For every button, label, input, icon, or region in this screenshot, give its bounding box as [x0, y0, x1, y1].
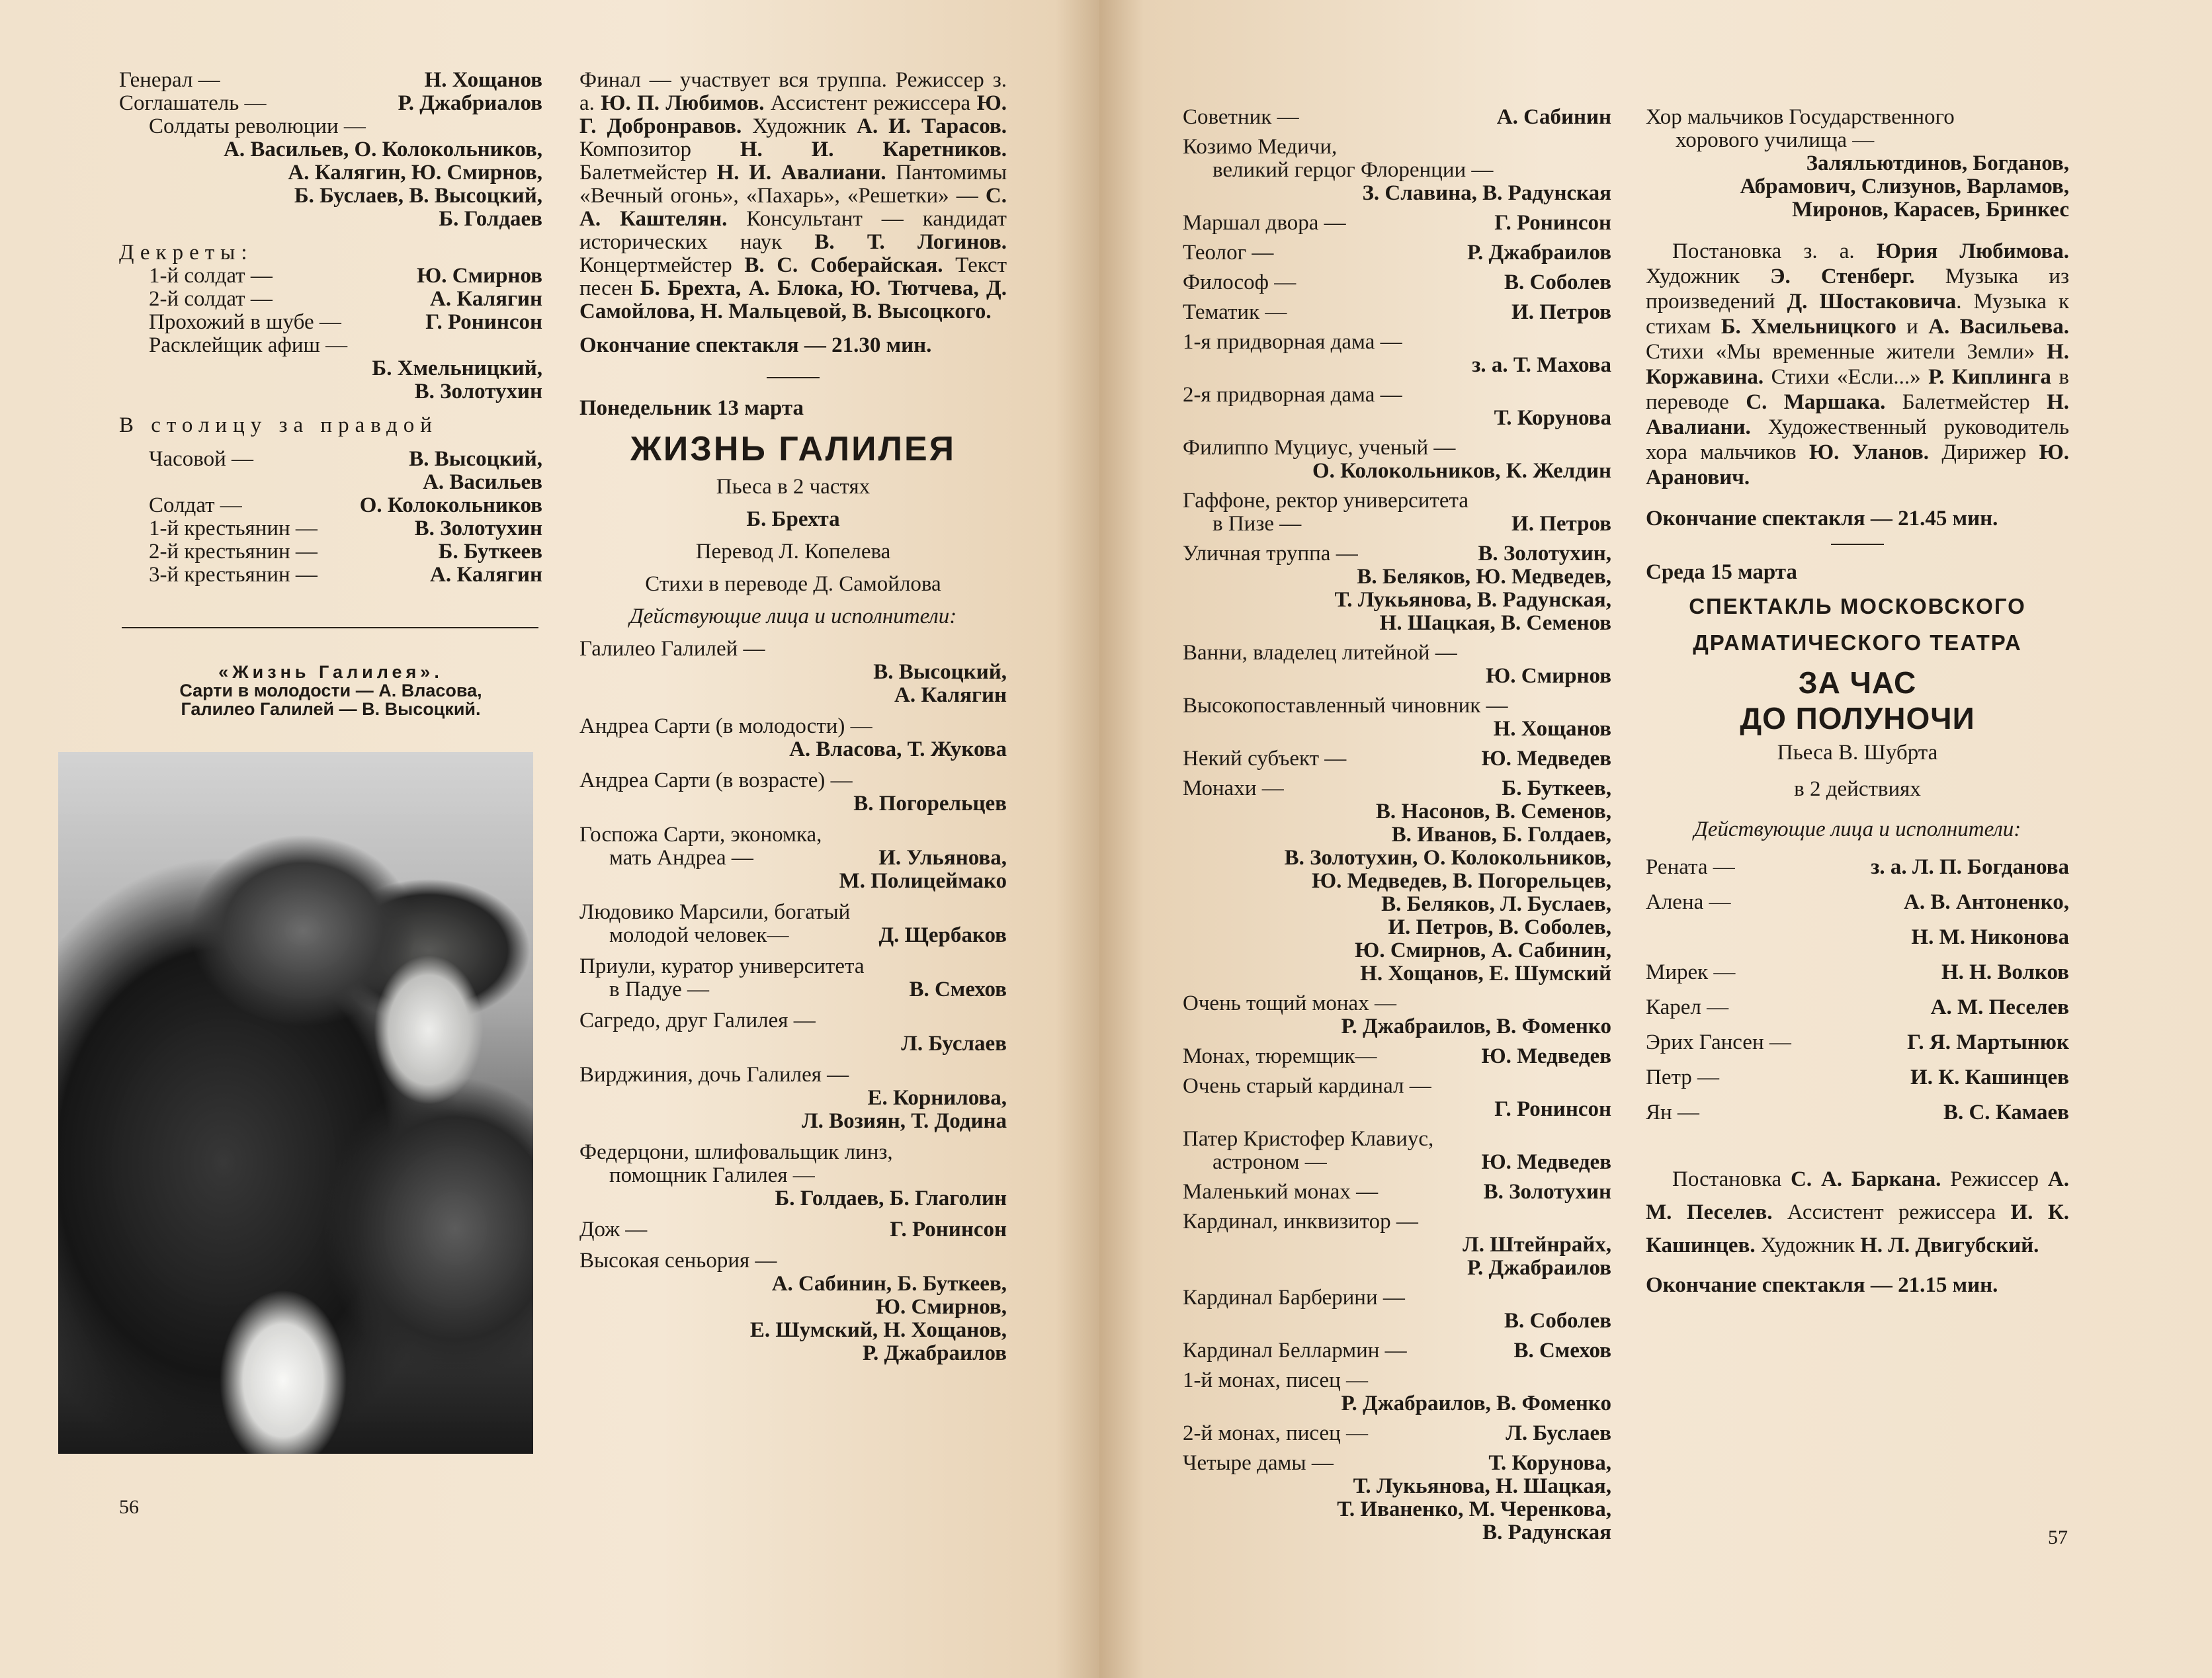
cast-entry — [579, 1064, 1007, 1133]
actor-line: Б. Голдаев — [439, 207, 542, 231]
role-label: Людовико Марсили, богатый — [579, 900, 851, 924]
cast-entry — [1183, 384, 1611, 430]
cast-entry — [1183, 106, 1611, 129]
right-column-1 — [1183, 106, 1611, 1551]
role-label: Галилео Галилей — — [579, 637, 765, 661]
chasovoy-row: Часовой — В. Высоцкий, — [149, 447, 542, 471]
cast-entry — [1183, 542, 1611, 635]
cast-entry — [579, 901, 1007, 947]
cast-entry — [579, 1009, 1007, 1056]
actor-line: Т. Лукьянова, В. Радунская, — [1334, 588, 1611, 612]
actor-name: В. Золотухин — [1483, 1180, 1611, 1204]
role-label: Очень тощий монах — — [1183, 991, 1396, 1015]
cast-heading-right: Действующие лица и исполнители: — [1693, 818, 2021, 841]
choir-role: Хор мальчиков Государственного — [1646, 105, 1955, 129]
cast-entry — [1183, 694, 1611, 741]
theatre-line-1: СПЕКТАКЛЬ МОСКОВСКОГО — [1689, 594, 2026, 618]
cast-row — [579, 978, 1007, 1001]
cast-row — [1646, 996, 2069, 1019]
ending-time-right: Окончание спектакля — 21.45 мин. — [1646, 507, 1998, 530]
play-title-line-1: ЗА ЧАС — [1798, 665, 1917, 700]
rasklejshik-role: Расклейщик афиш — — [149, 333, 348, 357]
cast-entry — [579, 1141, 1007, 1210]
cast-row — [1183, 1339, 1611, 1363]
play-title-galileo: ЖИЗНЬ ГАЛИЛЕЯ — [630, 430, 957, 468]
date-monday: Понедельник 13 марта — [579, 396, 804, 420]
actor-name: О. Колокольников — [359, 493, 542, 517]
actor-line: Ю. Смирнов — [1486, 664, 1611, 688]
cast-entry — [579, 715, 1007, 761]
actor-name: И. К. Кашинцев — [1910, 1066, 2069, 1089]
actor-name: В. Соболев — [1504, 271, 1611, 294]
actor-line: А. Васильев, О. Колокольников, — [224, 138, 542, 161]
actor-line: В. Золотухин — [414, 380, 542, 403]
role-label: Петр — — [1646, 1066, 1720, 1089]
cast-entry — [1183, 1045, 1611, 1068]
actor-name: Р. Джабриалов — [398, 91, 542, 115]
actor-line: Ю. Медведев, В. Погорельцев, — [1311, 869, 1611, 893]
role-label: Вирджиния, дочь Галилея — — [579, 1063, 849, 1087]
stolica-heading: В столицу за правдой — [119, 413, 438, 437]
actor-line: Н. Хощанов — [1493, 717, 1611, 741]
actor-line: Т. Корунова — [1494, 406, 1611, 430]
photo-caption — [112, 663, 549, 718]
role-label: Очень старый кардинал — — [1183, 1074, 1431, 1098]
role-label: Уличная труппа — — [1183, 542, 1358, 566]
credits-galileo: Финал — участвует вся труппа. Режиссер з. а. Ю. П. Любимов. Ассистент режиссера Ю. Г. Добронравов. Художник А. И. Тарасов. Композитор Н. И. Каретников. Балетмейстер Н. И. Авалиани. Пантомимы «Вечный огонь», «Пахарь», «Решетки» — С. А. Каштелян. Консультант — кандидат исторических наук В. Т. Логинов. Концертмейстер В. С. Соберайская. Текст песен Б. Брехта, А. Блока, Ю. Тютчева, Д. Самойлова, Н. Мальцевой, В. Высоцкого. — [579, 68, 1007, 323]
role-label: Сагредо, друг Галилея — — [579, 1009, 816, 1032]
actor-line: Г. Ронинсон — [1494, 1097, 1611, 1121]
date-wednesday: Среда 15 марта — [1646, 560, 1797, 584]
page-number-right: 57 — [2048, 1527, 2068, 1548]
actor-line: Р. Джабраилов, В. Фоменко — [1341, 1392, 1611, 1415]
role-label: Прохожий в шубе — — [149, 310, 341, 334]
cast-row — [1646, 1031, 2069, 1054]
actor-name: И. Петров — [1511, 300, 1611, 324]
cast-entry — [1183, 1210, 1611, 1280]
actor-line: Л. Возиян, Т. Додина — [802, 1109, 1007, 1133]
role-label: Гаффоне, ректор университета — [1183, 489, 1468, 513]
play-author: Б. Брехта — [746, 507, 840, 531]
actor-line: Р. Джабраилов — [1467, 1256, 1611, 1280]
cast-entry — [1183, 331, 1611, 377]
role-label: 3-й крестьянин — — [149, 563, 318, 587]
actor-name: И. Петров — [1511, 512, 1611, 536]
role-label: 1-й монах, писец — — [1183, 1368, 1369, 1392]
divider-line — [122, 627, 538, 628]
dekrety-list — [119, 265, 542, 334]
play-poems: Стихи в переводе Д. Самойлова — [645, 572, 941, 596]
role-label: 1-й крестьянин — — [149, 517, 318, 540]
role-label: 2-й монах, писец — — [1183, 1421, 1369, 1445]
cast-heading: Действующие лица и исполнители: — [629, 605, 957, 628]
cast-row — [1646, 1066, 2069, 1089]
cast-list-galileo-continued — [1183, 106, 1611, 1544]
actor-line: А. Власова, Т. Жукова — [789, 737, 1007, 761]
cast-list-galileo — [579, 638, 1007, 1365]
cast-row — [1183, 301, 1611, 324]
role-label: Ванни, владелец литейной — — [1183, 641, 1457, 665]
production-photo — [58, 752, 533, 1454]
cast-entry — [1183, 1422, 1611, 1445]
cast-row — [119, 92, 542, 115]
role-label: Высокая сеньория — — [579, 1249, 777, 1273]
role-label: Соглашатель — — [119, 91, 267, 115]
actor-line: Н. Шацкая, В. Семенов — [1379, 611, 1611, 635]
actor-line: Абрамович, Слизунов, Варламов, — [1740, 175, 2069, 198]
role-label: Приули, куратор университета — [579, 954, 865, 978]
credits-galileo-right: Постановка з. а. Юрия Любимова. Художник Э. Стенберг. Музыка из произведений Д. Шостаковича. Музыка к стихам Б. Хмельницкого и А. Васильева. Стихи «Мы временные жители Земли» Н. Коржавина. Стихи «Если...» Р. Киплинга в переводе С. Маршака. Балетмейстер Н. Авалиани. Художественный руководитель хора мальчиков Ю. Уланов. Дирижер Ю. Аранович. — [1646, 239, 2070, 489]
actor-line: И. Петров, В. Соболев, — [1388, 915, 1611, 939]
actor-line: Е. Корнилова, — [867, 1086, 1007, 1110]
play-by: Пьеса В. Шубрта — [1777, 741, 1938, 765]
left-column-2 — [579, 69, 1007, 1373]
role-label: 2-й солдат — — [149, 287, 273, 311]
actor-name: Н. М. Никонова — [1911, 925, 2069, 949]
actor-name: Л. Буслаев — [1506, 1421, 1611, 1445]
role-label-2: великий герцог Флоренции — — [1212, 158, 1494, 182]
cast-row — [1183, 1181, 1611, 1204]
actor-line: Т. Лукьянова, Н. Шацкая, — [1353, 1474, 1611, 1498]
role-label: Теолог — — [1183, 241, 1274, 265]
cast-row — [119, 540, 542, 564]
cast-entry — [1183, 1286, 1611, 1333]
actor-name: Г. Ронинсон — [425, 310, 542, 334]
page-number-left: 56 — [119, 1496, 139, 1518]
cast-row — [119, 517, 542, 540]
role-label: Госпожа Сарти, экономка, — [579, 823, 822, 847]
cast-row — [1183, 1045, 1611, 1068]
cast-entry — [1183, 1075, 1611, 1121]
actor-line: Р. Джабраилов, В. Фоменко — [1341, 1015, 1611, 1038]
actor-name: Г. Ронинсон — [890, 1218, 1007, 1241]
role-label-2: в Пизе — — [1212, 512, 1302, 536]
play-parts: Пьеса в 2 частях — [716, 475, 871, 499]
cast-entry — [579, 1249, 1007, 1365]
actor-line: Миронов, Карасев, Бринкес — [1792, 198, 2069, 222]
cast-row — [1646, 1101, 2069, 1124]
actor-line: В. Погорельцев — [853, 792, 1007, 816]
play-title-line-2: ДО ПОЛУНОЧИ — [1740, 701, 1975, 735]
actor-name: Р. Джабраилов — [1467, 241, 1611, 265]
role-label: Кардинал, инквизитор — — [1183, 1210, 1418, 1234]
actor-line: М. Полицеймако — [839, 869, 1007, 893]
play-acts: в 2 действиях — [1794, 777, 1921, 801]
cast-row — [1183, 777, 1611, 800]
actor-name: А. В. Антоненко, — [1904, 890, 2069, 914]
cast-row — [1183, 747, 1611, 771]
actor-name: В. Золотухин — [414, 517, 542, 540]
role-label: 1-й солдат — — [149, 264, 273, 288]
cast-entry — [1183, 271, 1611, 294]
actor-line: В. Радунская — [1482, 1521, 1611, 1544]
ending-time-midnight: Окончание спектакля — 21.15 мин. — [1646, 1273, 1998, 1297]
cast-row — [119, 494, 542, 517]
play-translation: Перевод Л. Копелева — [695, 540, 891, 564]
cast-row — [1646, 961, 2069, 984]
cast-row — [1183, 106, 1611, 129]
cast-entry — [1183, 437, 1611, 483]
cast-entry — [1183, 992, 1611, 1038]
cast-entry — [579, 955, 1007, 1001]
actor-line: В. Золотухин, О. Колокольников, — [1284, 846, 1611, 870]
right-page — [1099, 0, 2212, 1678]
cast-row — [1183, 542, 1611, 566]
cast-entry — [1183, 212, 1611, 235]
theatre-line-2: ДРАМАТИЧЕСКОГО ТЕАТРА — [1693, 630, 2022, 655]
cast-entry — [1183, 136, 1611, 205]
actor-line: А. Калягин, Ю. Смирнов, — [288, 161, 542, 185]
choir-actors — [1646, 152, 2069, 222]
actor-name: Т. Корунова, — [1488, 1451, 1611, 1475]
actor-line: В. Иванов, Б. Голдаев, — [1391, 823, 1611, 847]
role-label: Философ — — [1183, 271, 1297, 294]
actor-name: Н. Н. Волков — [1941, 960, 2069, 984]
actor-line: В. Беляков, Ю. Медведев, — [1357, 565, 1611, 589]
role-label: Советник — — [1183, 105, 1299, 129]
actor-line: З. Славина, В. Радунская — [1362, 181, 1611, 205]
actor-line: В. Беляков, Л. Буслаев, — [1381, 892, 1611, 916]
actor-name: з. а. Л. П. Богданова — [1871, 855, 2069, 879]
actor-line: Заляльютдинов, Богданов, — [1806, 151, 2069, 175]
actor-name: В. Смехов — [909, 978, 1007, 1001]
cast-entry — [1183, 747, 1611, 771]
cast-row — [1183, 212, 1611, 235]
role-label: Солдат — — [149, 493, 242, 517]
dekrety-heading: Декреты: — [119, 241, 253, 265]
actor-name: Ю. Медведев — [1481, 1044, 1611, 1068]
role-label: Алена — — [1646, 890, 1731, 914]
actor-line: Е. Шумский, Н. Хощанов, — [749, 1318, 1007, 1342]
role-label: Ян — — [1646, 1101, 1699, 1124]
role-label-2: мать Андреа — — [609, 846, 753, 870]
caption-line-3: Галилео Галилей — В. Высоцкий. — [181, 699, 481, 719]
actor-name: А. Сабинин — [1496, 105, 1611, 129]
actor-name: А. М. Песелев — [1930, 995, 2069, 1019]
cast-row — [1646, 856, 2069, 879]
cast-entry — [579, 769, 1007, 816]
actor-line: А. Калягин — [894, 683, 1007, 707]
role-label: Андреа Сарти (в возрасте) — — [579, 769, 853, 792]
role-label: Рената — — [1646, 855, 1735, 879]
role-label: Филиппо Муциус, ученый — — [1183, 436, 1456, 460]
cast-row — [1183, 271, 1611, 294]
left-page — [0, 0, 1099, 1678]
role-label: Монахи — — [1183, 776, 1284, 800]
actor-line: Р. Джабраилов — [862, 1341, 1007, 1365]
role-label: Мирек — — [1646, 960, 1736, 984]
cast-row — [1646, 891, 2069, 914]
actor-line: Л. Штейнрайх, — [1463, 1233, 1611, 1257]
actor-line: Ю. Смирнов, — [875, 1295, 1007, 1319]
cast-entry — [579, 638, 1007, 707]
actor-line: Т. Иваненко, М. Черенкова, — [1337, 1497, 1611, 1521]
cast-entry — [579, 1218, 1007, 1241]
actor-line: О. Колокольников, К. Желдин — [1312, 459, 1611, 483]
role-label-2: помощник Галилея — — [609, 1163, 815, 1187]
stolica-list — [119, 494, 542, 587]
actor-name: Б. Буткеев — [438, 540, 542, 564]
cast-entry — [1183, 241, 1611, 265]
cast-row — [119, 288, 542, 311]
soldiers-actors — [119, 138, 542, 231]
cast-entry — [1183, 1181, 1611, 1204]
role-label: Маршал двора — — [1183, 211, 1346, 235]
actor-name: Б. Буткеев, — [1502, 776, 1611, 800]
actor-name: В. С. Камаев — [1943, 1101, 2069, 1124]
credits-midnight: Постановка С. А. Баркана. Режиссер А. М. Песелев. Ассистент режиссера И. К. Кашинцев. Художник Н. Л. Двигубский. — [1646, 1167, 2070, 1257]
actor-name: В. Золотухин, — [1478, 542, 1611, 566]
role-label: Тематик — — [1183, 300, 1287, 324]
caption-line-2: Сарти в молодости — А. Власова, — [179, 681, 482, 700]
role-label: Маленький монах — — [1183, 1180, 1379, 1204]
cast-row — [1183, 513, 1611, 536]
role-label: Козимо Медичи, — [1183, 135, 1338, 159]
actor-name: Н. Хощанов — [424, 68, 542, 92]
actor-line: Б. Буслаев, В. Высоцкий, — [294, 184, 542, 208]
cast-entry — [1183, 301, 1611, 324]
cast-row — [579, 924, 1007, 947]
actor-line: Б. Голдаев, Б. Глаголин — [775, 1187, 1007, 1210]
cast-list-midnight — [1646, 856, 2069, 1124]
role-label-2: в Падуе — — [609, 978, 710, 1001]
actor-line: Б. Хмельницкий, — [372, 357, 542, 380]
right-column-2 — [1646, 106, 2069, 1297]
actor-name: Ю. Смирнов — [417, 264, 542, 288]
role-label: Четыре дамы — — [1183, 1451, 1334, 1475]
cast-entry — [1183, 489, 1611, 536]
cast-row — [119, 311, 542, 334]
cast-entry — [1183, 1369, 1611, 1415]
actor-name: Ю. Медведев — [1481, 1150, 1611, 1174]
role-label-2: астроном — — [1212, 1150, 1327, 1174]
role-label: Федерцони, шлифовальщик линз, — [579, 1140, 893, 1164]
role-label: 2-й крестьянин — — [149, 540, 318, 564]
actor-name: Д. Щербаков — [878, 923, 1007, 947]
actor-line: з. а. Т. Махова — [1472, 353, 1611, 377]
actor-name: Ю. Медведев — [1481, 747, 1611, 771]
cast-row — [119, 69, 542, 92]
soldiers-role: Солдаты революции — — [149, 114, 366, 138]
cast-entry — [1183, 777, 1611, 986]
actor-line: Ю. Смирнов, А. Сабинин, — [1355, 939, 1611, 962]
role-label: Кардинал Барберини — — [1183, 1286, 1405, 1310]
cast-entry — [1183, 1339, 1611, 1363]
cast-entry — [1183, 642, 1611, 688]
actor-name: Г. Ронинсон — [1494, 211, 1611, 235]
cast-row — [579, 1218, 1007, 1241]
cast-row — [1183, 1452, 1611, 1475]
cast-entry — [1183, 1128, 1611, 1174]
actor-line: В. Насонов, В. Семенов, — [1375, 800, 1611, 823]
actor-line: В. Высоцкий, — [873, 660, 1007, 684]
cast-entry — [1183, 1452, 1611, 1544]
role-label-2: молодой человек— — [609, 923, 789, 947]
cast-row — [1183, 1422, 1611, 1445]
actor-line: Н. Хощанов, Е. Шумский — [1360, 962, 1611, 986]
actor-name: Г. Я. Мартынюк — [1907, 1030, 2069, 1054]
actor-line: В. Соболев — [1504, 1309, 1611, 1333]
chasovoy-actor2: А. Васильев — [423, 470, 542, 494]
actor-line: А. Сабинин, Б. Буткеев, — [771, 1272, 1007, 1296]
left-column-1 — [119, 69, 542, 587]
cast-entry — [579, 823, 1007, 893]
role-label: Высокопоставленный чиновник — — [1183, 694, 1508, 718]
actor-line: Л. Буслаев — [901, 1032, 1007, 1056]
cast-row — [579, 847, 1007, 870]
role-label — [1646, 926, 1811, 949]
ending-time: Окончание спектакля — 21.30 мин. — [579, 333, 932, 357]
actor-name: А. Калягин — [430, 563, 542, 587]
caption-line-1: «Жизнь Галилея». — [218, 662, 443, 682]
cast-row — [1646, 926, 2069, 949]
role-label: Карел — — [1646, 995, 1729, 1019]
role-label: 1-я придворная дама — — [1183, 330, 1402, 354]
cast-row — [119, 564, 542, 587]
cast-row — [1183, 1151, 1611, 1174]
role-label: Эрих Гансен — — [1646, 1030, 1791, 1054]
role-label: Патер Кристофер Клавиус, — [1183, 1127, 1434, 1151]
role-label: Некий субъект — — [1183, 747, 1347, 771]
choir-role-2: хорового училища — — [1676, 128, 1875, 152]
cast-row — [119, 265, 542, 288]
cast-row — [1183, 241, 1611, 265]
actor-name: В. Смехов — [1513, 1339, 1611, 1363]
role-label: Монах, тюремщик— — [1183, 1044, 1377, 1068]
role-label: Андреа Сарти (в молодости) — — [579, 714, 872, 738]
role-label: 2-я придворная дама — — [1183, 383, 1402, 407]
actor-name: А. Калягин — [430, 287, 542, 311]
role-label: Генерал — — [119, 68, 220, 92]
rasklejshik-actors — [119, 357, 542, 403]
role-label: Дож — — [579, 1218, 648, 1241]
block1 — [119, 69, 542, 115]
actor-name: И. Ульянова, — [878, 846, 1007, 870]
role-label: Кардинал Беллармин — — [1183, 1339, 1407, 1363]
